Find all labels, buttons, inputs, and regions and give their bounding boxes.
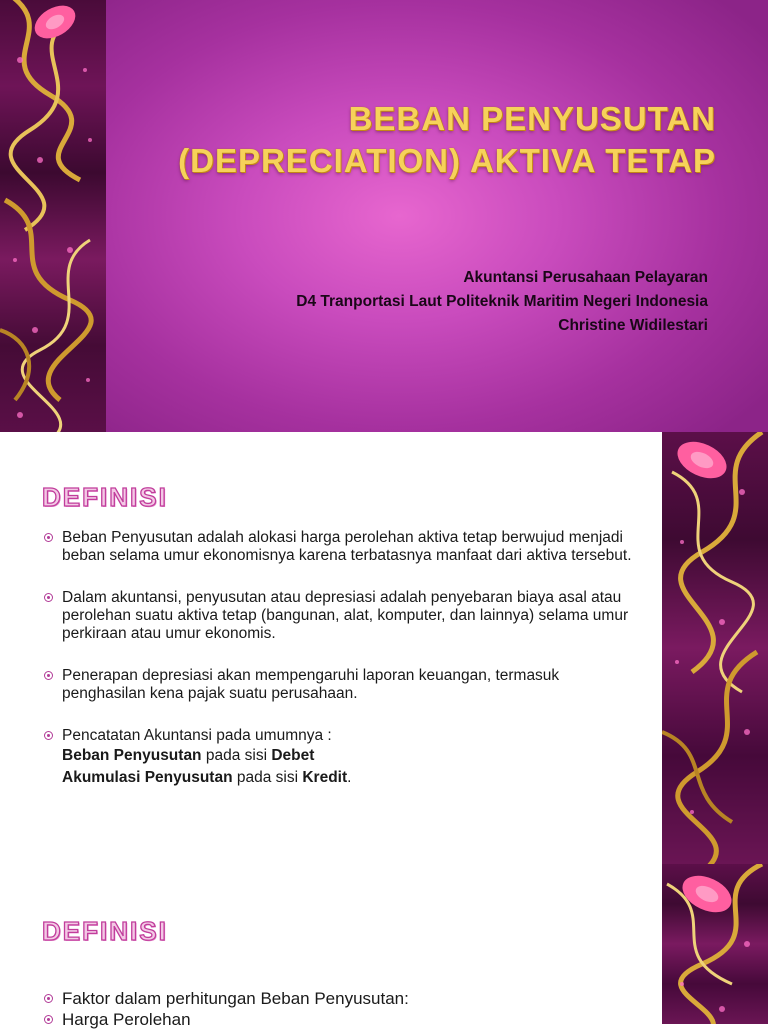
credit-side: Kredit bbox=[302, 769, 348, 786]
list-item-text: Harga Perolehan bbox=[62, 1010, 191, 1029]
title-slide bbox=[0, 0, 768, 432]
list-item-text: Beban Penyusutan adalah alokasi harga perolehan aktiva tetap berwujud menjadi beban selama umur ekonomisnya karena terbatasnya manfaat dari aktiva tersebut. bbox=[62, 529, 632, 564]
title-line-2: (DEPRECIATION) AKTIVA TETAP bbox=[178, 142, 716, 179]
bullet-icon bbox=[44, 994, 53, 1003]
definition-slide bbox=[0, 432, 662, 864]
debit-side: Debet bbox=[271, 747, 315, 764]
course-name: Akuntansi Perusahaan Pelayaran bbox=[463, 269, 708, 286]
bullet-icon bbox=[44, 671, 53, 680]
journal-debit-line bbox=[62, 745, 644, 767]
list-item bbox=[44, 667, 644, 703]
bullet-icon bbox=[44, 533, 53, 542]
credit-period: . bbox=[347, 769, 352, 786]
festive-decoration-right-1 bbox=[662, 432, 768, 864]
list-item-text: Dalam akuntansi, penyusutan atau depresiasi adalah penyebaran biaya asal atau perolehan suatu aktiva tetap (bangunan, alat, komputer, dan lainnya) selama umur perkiraan atau umur ekonomis. bbox=[62, 589, 629, 642]
list-item bbox=[44, 1009, 644, 1030]
festive-decoration-right-2 bbox=[662, 864, 768, 1024]
bullet-icon bbox=[44, 1015, 53, 1024]
journal-credit-line bbox=[62, 767, 644, 789]
title-line-1: BEBAN PENYUSUTAN bbox=[348, 100, 716, 137]
definition-list bbox=[44, 529, 644, 789]
debit-account: Beban Penyusutan bbox=[62, 747, 202, 764]
slide-heading: DEFINISI bbox=[42, 916, 168, 946]
list-item-text: Pencatatan Akuntansi pada umumnya : bbox=[62, 727, 332, 744]
credit-connector: pada sisi bbox=[232, 769, 303, 786]
institution-name: D4 Tranportasi Laut Politeknik Maritim Negeri Indonesia bbox=[296, 293, 708, 310]
list-item-text: Penerapan depresiasi akan mempengaruhi laporan keuangan, termasuk penghasilan kena pajak suatu perusahaan. bbox=[62, 667, 560, 702]
festive-decoration-left bbox=[0, 0, 106, 432]
slide-heading: DEFINISI bbox=[42, 482, 168, 512]
bullet-icon bbox=[44, 731, 53, 740]
list-item bbox=[44, 529, 644, 565]
list-item bbox=[44, 727, 644, 789]
presentation-title bbox=[150, 98, 716, 182]
journal-entry bbox=[62, 745, 644, 789]
definition-slide-2 bbox=[0, 864, 662, 1029]
bullet-icon bbox=[44, 593, 53, 602]
debit-connector: pada sisi bbox=[201, 747, 272, 764]
list-item bbox=[44, 589, 644, 643]
list-item-text: Faktor dalam perhitungan Beban Penyusutan: bbox=[62, 989, 409, 1008]
author-name: Christine Widilestari bbox=[558, 317, 708, 334]
presentation-subtitle bbox=[200, 266, 708, 338]
list-item bbox=[44, 988, 644, 1009]
credit-account: Akumulasi Penyusutan bbox=[62, 769, 233, 786]
